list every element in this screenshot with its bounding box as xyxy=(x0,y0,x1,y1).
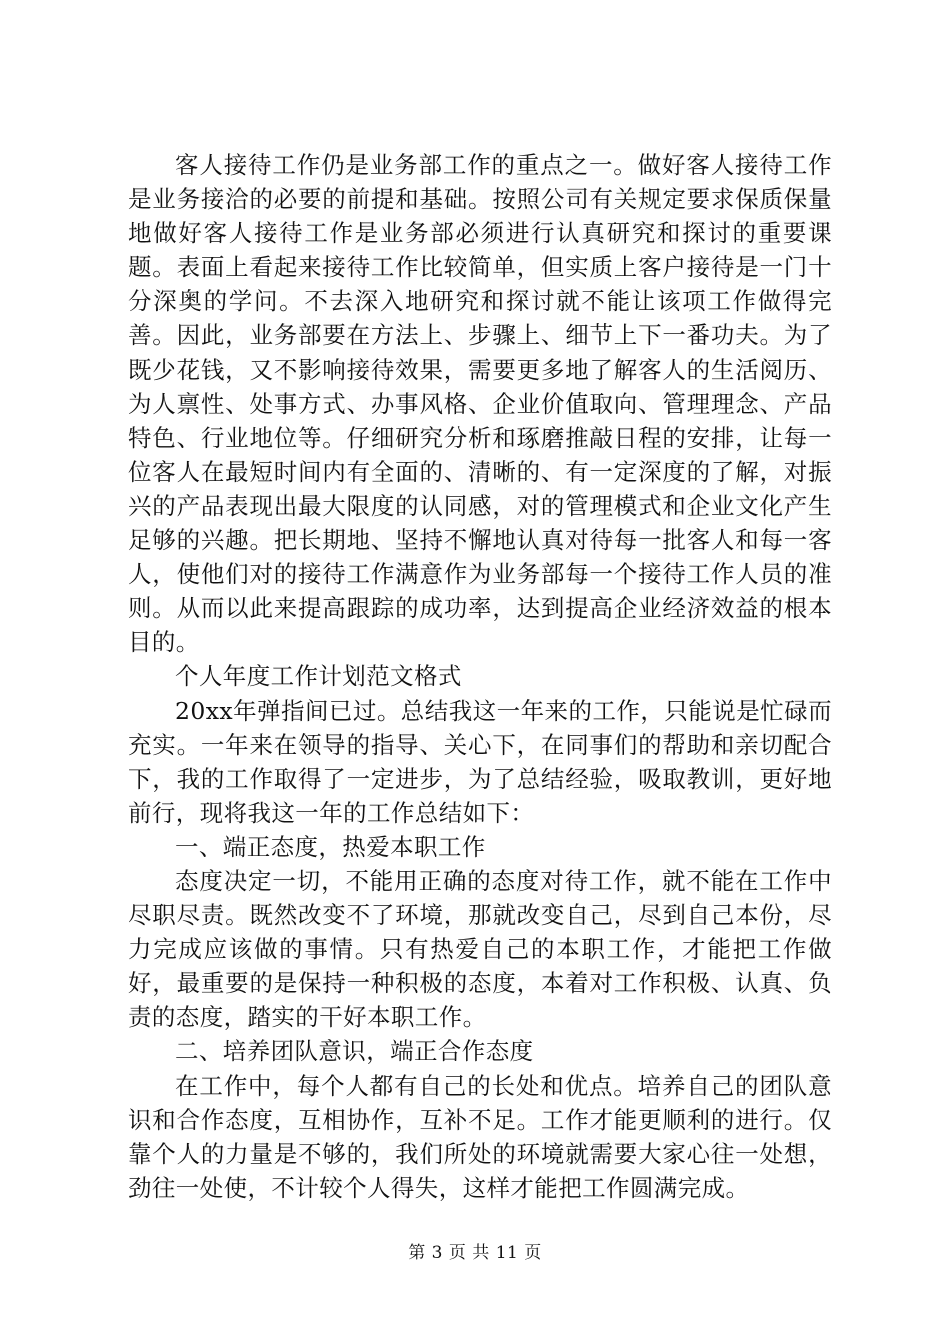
section-title: 个人年度工作计划范文格式 xyxy=(175,662,462,691)
heading-teamwork: 二、培养团队意识，端正合作态度 xyxy=(175,1037,534,1066)
heading-attitude: 一、端正态度，热爱本职工作 xyxy=(175,832,486,861)
paragraph-teamwork: 在工作中，每个人都有自己的长处和优点。培养自己的团队意识和合作态度，互相协作，互补不足。工作才能更顺利的进行。仅靠个人的力量是不够的，我们所处的环境就需要大家心往一处想，劲往一处使，不计较个人得失，这样才能把工作圆满完成。 xyxy=(128,1071,832,1202)
document-body xyxy=(128,148,832,1205)
page-number-footer: 第 3 页 共 11 页 xyxy=(408,1243,542,1263)
paragraph-summary-intro: 20xx年弹指间已过。总结我这一年来的工作，只能说是忙碌而充实。一年来在领导的指导、关心下，在同事们的帮助和亲切配合下，我的工作取得了一定进步，为了总结经验，吸取教训，更好地前行，现将我这一年的工作总结如下： xyxy=(128,696,832,827)
paragraph-reception: 客人接待工作仍是业务部工作的重点之一。做好客人接待工作是业务接洽的必要的前提和基础。按照公司有关规定要求保质保量地做好客人接待工作是业务部必须进行认真研究和探讨的重要课题。表面上看起来接待工作比较简单，但实质上客户接待是一门十分深奥的学问。不去深入地研究和探讨就不能让该项工作做得完善。因此，业务部要在方法上、步骤上、细节上下一番功夫。为了既少花钱，又不影响接待效果，需要更多地了解客人的生活阅历、为人禀性、处事方式、办事风格、企业价值取向、管理理念、产品特色、行业地位等。仔细研究分析和琢磨推敲日程的安排，让每一位客人在最短时间内有全面的、清晰的、有一定深度的了解，对振兴的产品表现出最大限度的认同感，对的管理模式和企业文化产生足够的兴趣。把长期地、坚持不懈地认真对待每一批客人和每一客人，使他们对的接待工作满意作为业务部每一个接待工作人员的准则。从而以此来提高跟踪的成功率，达到提高企业经济效益的根本目的。 xyxy=(128,151,832,657)
paragraph-attitude: 态度决定一切，不能用正确的态度对待工作，就不能在工作中尽职尽责。既然改变不了环境，那就改变自己，尽到自己本份，尽力完成应该做的事情。只有热爱自己的本职工作，才能把工作做好，最重要的是保持一种积极的态度，本着对工作积极、认真、负责的态度，踏实的干好本职工作。 xyxy=(128,866,832,1032)
